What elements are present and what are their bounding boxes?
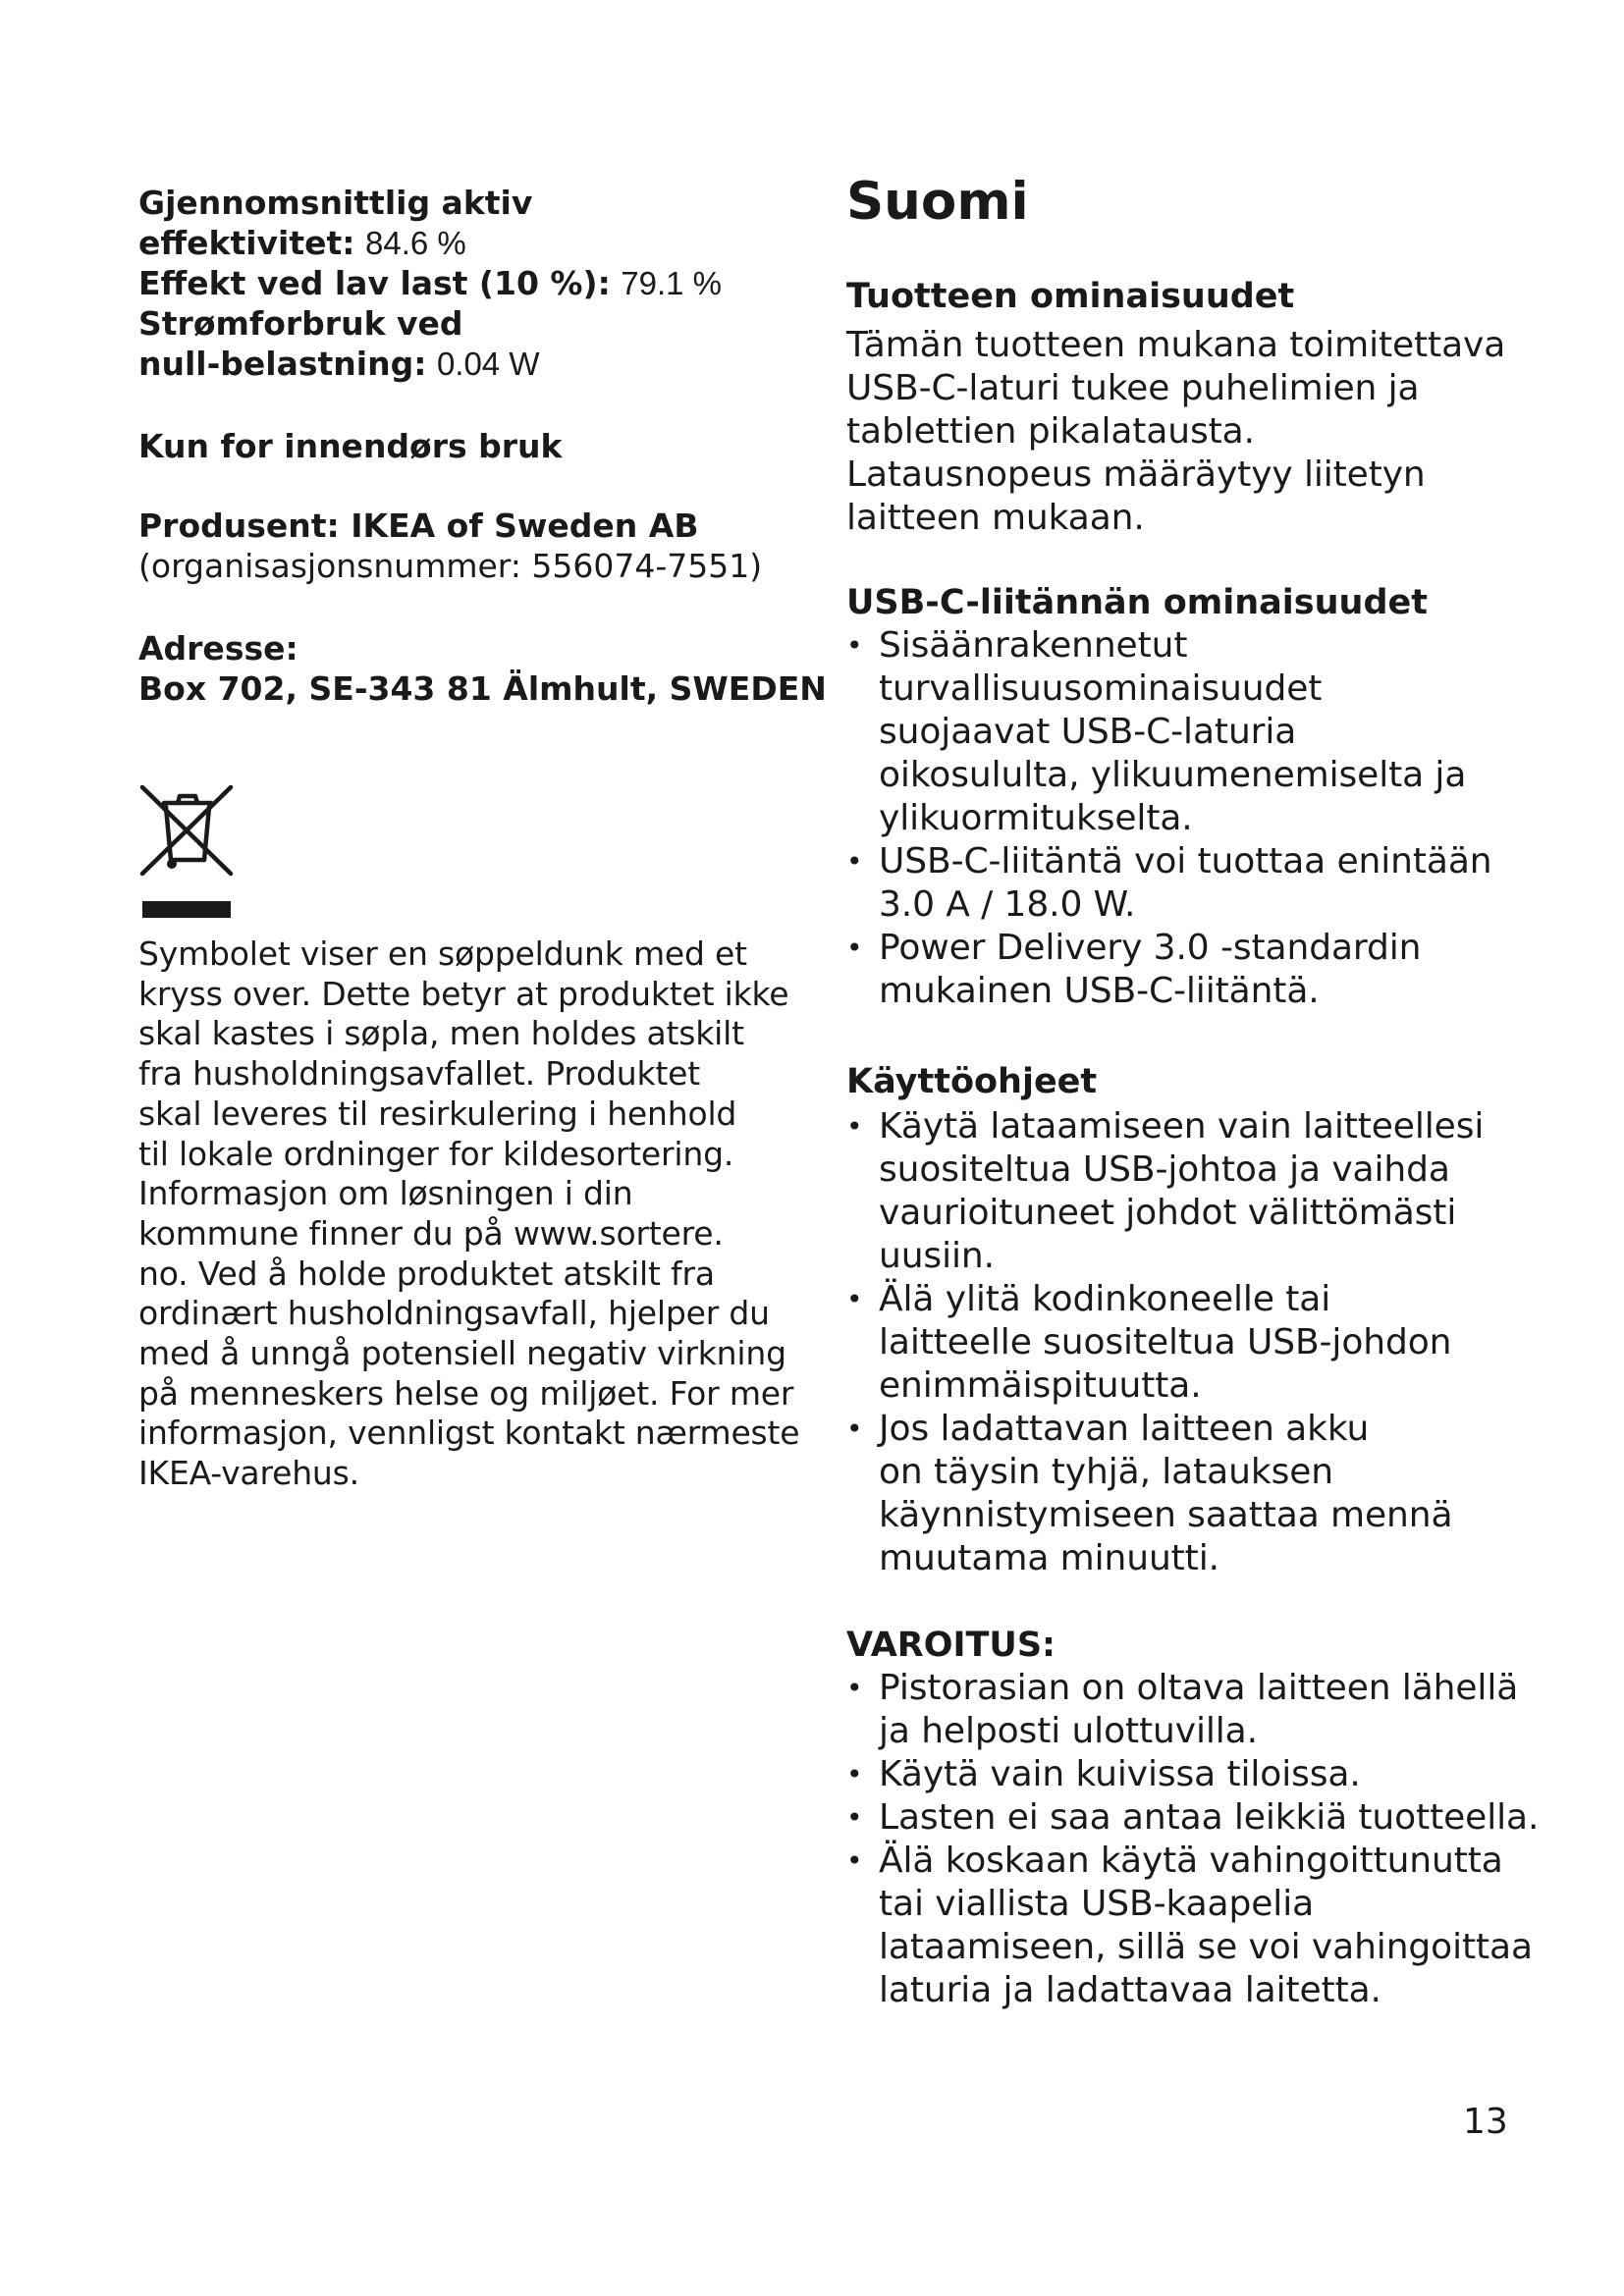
list-item: • Käytä lataamiseen vain laitteellesi suositeltua USB-johtoa ja vaihda vaurioituneet johdot välittömästi uusiin. — [846, 1105, 1484, 1278]
features-heading: Tuotteen ominaisuudet — [846, 277, 1295, 316]
list-item: • Lasten ei saa antaa leikkiä tuotteella. — [846, 1796, 1539, 1840]
spec-label: Effekt ved lav last (10 %): — [138, 264, 611, 302]
spec-no-load-power — [138, 303, 539, 384]
spec-label: null-belastning: — [138, 345, 427, 383]
spec-value: 0.04 W — [436, 346, 540, 382]
usbc-list — [846, 624, 1492, 1013]
usbc-heading: USB-C-liitännän ominaisuudet — [846, 583, 1428, 622]
section-title: Suomi — [846, 172, 1029, 232]
list-item: • Sisäänrakennetut turvallisuusominaisuudet suojaavat USB-C-laturia oikosululta, ylikuumenemiselta ja ylikuormitukselta. — [846, 624, 1492, 840]
list-item: • Älä koskaan käytä vahingoittunutta tai viallista USB-kaapelia lataamiseen, sillä se voi vahingoittaa laturia ja ladattavaa laitetta. — [846, 1840, 1539, 2012]
page-number: 13 — [1463, 2102, 1508, 2142]
list-item: • Älä ylitä kodinkoneelle tai laitteelle suositeltua USB-johdon enimmäispituutta. — [846, 1278, 1484, 1408]
spec-label: Gjennomsnittlig aktiv — [138, 184, 533, 222]
manufacturer-label: Produsent: IKEA of Sweden AB — [138, 507, 699, 545]
spec-label: effektivitet: — [138, 224, 355, 262]
list-item: • USB-C-liitäntä voi tuottaa enintään 3.0 A / 18.0 W. — [846, 840, 1492, 927]
usage-list — [846, 1105, 1484, 1580]
organisation-number: (organisasjonsnummer: 556074-7551) — [138, 547, 763, 585]
list-item: • Pistorasian on oltava laitteen lähellä ja helposti ulottuvilla. — [846, 1667, 1539, 1753]
spec-low-load-efficiency — [138, 263, 722, 303]
list-item: • Power Delivery 3.0 -standardin mukainen USB-C-liitäntä. — [846, 927, 1492, 1013]
list-item: • Jos ladattavan laitteen akku on täysin tyhjä, latauksen käynnistymiseen saattaa mennä muutama minuutti. — [846, 1408, 1484, 1580]
spec-value: 79.1 % — [621, 265, 723, 301]
address-label: Adresse: — [138, 629, 298, 667]
features-paragraph-1: Tämän tuotteen mukana toimitettava USB-C-laturi tukee puhelimien ja tablettien pikalatausta. — [846, 325, 1506, 452]
spec-average-efficiency — [138, 183, 532, 263]
usage-heading: Käyttöohjeet — [846, 1062, 1098, 1101]
address-value: Box 702, SE-343 81 Älmhult, SWEDEN — [138, 669, 827, 708]
list-item: • Käytä vain kuivissa tiloissa. — [846, 1753, 1539, 1796]
warning-list — [846, 1667, 1539, 2012]
features-paragraph-2: Latausnopeus määräytyy liitetyn laitteen mukaan. — [846, 454, 1426, 538]
crossed-out-wheelie-bin-icon — [138, 785, 235, 925]
spec-value: 84.6 % — [364, 225, 466, 261]
address-info — [138, 628, 827, 709]
spec-label: Strømforbruk ved — [138, 304, 463, 343]
disposal-paragraph: Symbolet viser en søppeldunk med et kryss over. Dette betyr at produktet ikke skal kastes i søpla, men holdes atskilt fra husholdningsavfallet. Produktet skal leveres til resirkulering i henhold til lokale ordninger for kildesortering. Informasjon om løsningen i din kommune finner du på www.sortere. no. Ved å holde produktet atskilt fra ordinært husholdningsavfall, hjelper du med å unngå potensiell negativ virkning på menneskers helse og miljøet. For mer informasjon, vennligst kontakt nærmeste IKEA-varehus. — [138, 934, 800, 1493]
manufacturer-info — [138, 506, 762, 586]
warning-heading: VAROITUS: — [846, 1626, 1056, 1665]
indoor-use-note: Kun for innendørs bruk — [138, 427, 563, 465]
